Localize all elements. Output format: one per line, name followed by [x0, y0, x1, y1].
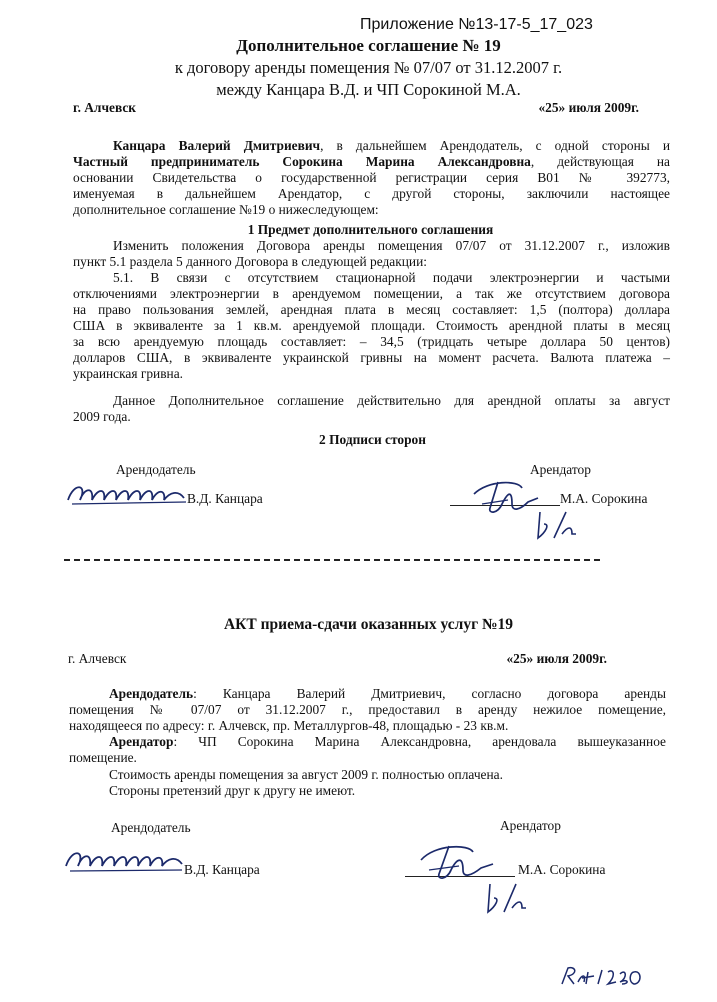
intro-line-4: именуемая в дальнейшем Арендатор, с другой стороны, заключили настоящее: [73, 186, 670, 201]
intro-text: , действующая на: [530, 154, 670, 169]
act-city: г. Алчевск: [68, 651, 127, 666]
act-landlord-signer-name: В.Д. Канцара: [184, 862, 260, 877]
act-landlord-term: Арендодатель: [109, 686, 194, 701]
handwritten-mark: [558, 964, 648, 988]
intro-line-5: дополнительное соглашение №19 о нижеследующем:: [73, 202, 379, 217]
act-line-4: [69, 734, 666, 749]
act-text: : Канцара Валерий Дмитриевич, согласно договора аренды: [193, 686, 666, 701]
act-line-6: Стоимость аренды помещения за август 2009 г. полностью оплачена.: [109, 767, 503, 782]
cut-line-divider: [64, 559, 600, 561]
section1-line: 5.1. В связи с отсутствием стационарной подачи электроэнергии и частыми: [113, 270, 670, 285]
section1-line: отключениями электроэнергии в арендуемом помещении, а так же отсутствием договора: [73, 286, 670, 301]
act-title: АКТ приема-сдачи оказанных услуг №19: [223, 616, 514, 633]
act-line-5: помещение.: [69, 750, 137, 765]
agreement-title: Дополнительное соглашение № 19: [236, 36, 501, 55]
intro-line-3: основании Свидетельства о государственной регистрации серия В01 № 392773,: [73, 170, 670, 185]
act-landlord-label: Арендодатель: [111, 820, 191, 835]
tenant-name: Частный предприниматель Сорокина Марина Александровна: [73, 154, 531, 169]
agreement-date: «25» июля 2009г.: [538, 100, 639, 115]
tenant-signer-name: М.А. Сорокина: [560, 491, 648, 506]
act-tenant-initials: [482, 880, 532, 916]
landlord-signer-name: В.Д. Канцара: [187, 491, 263, 506]
section1-line: пункт 5.1 раздела 5 данного Договора в следующей редакции:: [73, 254, 427, 269]
section1-line: Изменить положения Договора аренды помещения 07/07 от 31.12.2007 г., изложив: [113, 238, 670, 253]
act-date: «25» июля 2009г.: [506, 651, 607, 666]
section1-line: за всю арендуемую площадь составляет: – 34,5 (тридцать четыре доллара 50 центов): [73, 334, 670, 349]
validity-line-1: Данное Дополнительное соглашение действительно для арендной оплаты за август: [113, 393, 670, 408]
act-tenant-label: Арендатор: [500, 818, 561, 833]
act-line-2: помещения № 07/07 от 31.12.2007 г., предоставил в аренду нежилое помещение,: [69, 702, 666, 717]
section1-heading: 1 Предмет дополнительного соглашения: [247, 222, 494, 237]
intro-text: , в дальнейшем Арендодатель, с одной стороны и: [320, 138, 670, 153]
intro-line-2: [73, 154, 670, 169]
section1-line: долларов США, в эквиваленте украинской гривны на момент расчета. Валюта платежа –: [73, 350, 670, 365]
act-tenant-signer-name: М.А. Сорокина: [518, 862, 606, 877]
section1-line: на право пользования землей, арендная плата в месяц составляет: 1,5 (полтора) доллара: [73, 302, 670, 317]
section1-line: США в эквиваленте за 1 кв.м. арендуемой площади. Стоимость арендной платы в месяц: [73, 318, 670, 333]
act-landlord-signature: [64, 846, 190, 878]
section1-line: украинская гривна.: [73, 366, 184, 381]
act-line-1: [69, 686, 666, 701]
agreement-city: г. Алчевск: [73, 100, 136, 115]
landlord-label: Арендодатель: [116, 462, 196, 477]
act-text: : ЧП Сорокина Марина Александровна, арендовала вышеуказанное: [173, 734, 666, 749]
agreement-subtitle-2: между Канцара В.Д. и ЧП Сорокиной М.А.: [216, 80, 521, 99]
section2-heading: 2 Подписи сторон: [319, 432, 426, 447]
tenant-initials: [532, 508, 582, 542]
landlord-signature: [66, 478, 196, 510]
tenant-label: Арендатор: [530, 462, 591, 477]
validity-line-2: 2009 года.: [73, 409, 131, 424]
intro-line-1: [73, 138, 670, 153]
annex-label: Приложение №13-17-5_17_023: [360, 16, 593, 33]
agreement-subtitle-1: к договору аренды помещения № 07/07 от 31.12.2007 г.: [174, 58, 563, 77]
landlord-name: Канцара Валерий Дмитриевич: [113, 138, 321, 153]
act-line-7: Стороны претензий друг к другу не имеют.: [109, 783, 356, 798]
act-line-3: находящееся по адресу: г. Алчевск, пр. Металлургов-48, площадью - 23 кв.м.: [69, 718, 509, 733]
act-tenant-term: Арендатор: [109, 734, 174, 749]
